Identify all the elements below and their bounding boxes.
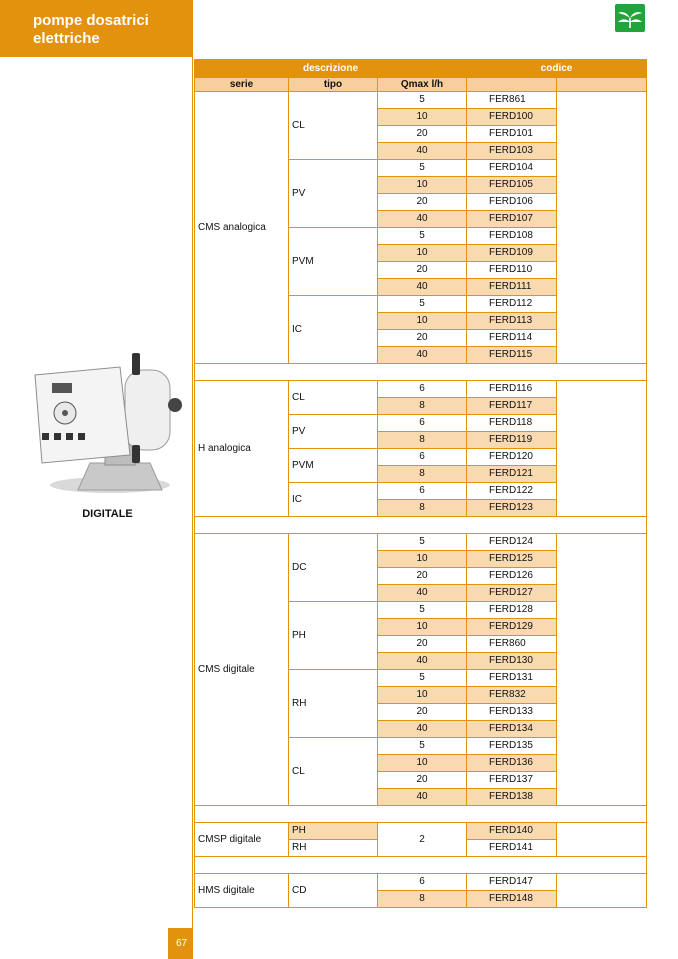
qmax-value: 6 bbox=[378, 483, 467, 500]
qmax-value: 6 bbox=[378, 874, 467, 891]
product-caption: DIGITALE bbox=[82, 508, 133, 520]
group-spacer-row bbox=[195, 364, 647, 381]
page-number: 67 bbox=[168, 928, 193, 959]
type-name: DC bbox=[289, 534, 378, 602]
qmax-value: 6 bbox=[378, 415, 467, 432]
qmax-value: 40 bbox=[378, 653, 467, 670]
product-code: FERD136 bbox=[467, 755, 557, 772]
product-code: FERD116 bbox=[467, 381, 557, 398]
qmax-value: 40 bbox=[378, 279, 467, 296]
product-code: FERD135 bbox=[467, 738, 557, 755]
pump-product-image bbox=[30, 345, 185, 500]
product-code: FERD128 bbox=[467, 602, 557, 619]
series-name: CMSP digitale bbox=[195, 823, 289, 857]
product-code: FERD114 bbox=[467, 330, 557, 347]
group-spacer-row bbox=[195, 857, 647, 874]
qmax-value: 10 bbox=[378, 109, 467, 126]
qmax-value: 10 bbox=[378, 755, 467, 772]
product-code: FERD129 bbox=[467, 619, 557, 636]
qmax-value: 20 bbox=[378, 126, 467, 143]
type-name: IC bbox=[289, 296, 378, 364]
section-title-line1: pompe dosatrici bbox=[33, 12, 149, 29]
group-spacer-row bbox=[195, 806, 647, 823]
qmax-value: 8 bbox=[378, 891, 467, 908]
product-code: FERD122 bbox=[467, 483, 557, 500]
qmax-value: 10 bbox=[378, 313, 467, 330]
qmax-value: 20 bbox=[378, 330, 467, 347]
product-code: FERD113 bbox=[467, 313, 557, 330]
product-code: FERD130 bbox=[467, 653, 557, 670]
product-code: FERD147 bbox=[467, 874, 557, 891]
product-code: FERD115 bbox=[467, 347, 557, 364]
type-name: PV bbox=[289, 160, 378, 228]
qmax-value: 40 bbox=[378, 211, 467, 228]
type-name: RH bbox=[289, 670, 378, 738]
section-title-line2: elettriche bbox=[33, 30, 100, 47]
type-name: CL bbox=[289, 92, 378, 160]
blank-column bbox=[557, 381, 647, 517]
type-name: IC bbox=[289, 483, 378, 517]
blank-column bbox=[557, 874, 647, 908]
blank-column bbox=[557, 823, 647, 857]
product-code: FERD109 bbox=[467, 245, 557, 262]
group-spacer-row bbox=[195, 517, 647, 534]
column-header-tipo: tipo bbox=[289, 78, 378, 92]
qmax-value: 40 bbox=[378, 721, 467, 738]
product-code: FERD111 bbox=[467, 279, 557, 296]
qmax-value: 5 bbox=[378, 738, 467, 755]
qmax-value: 5 bbox=[378, 670, 467, 687]
type-name: PV bbox=[289, 415, 378, 449]
margin-divider bbox=[192, 0, 193, 959]
qmax-value: 8 bbox=[378, 466, 467, 483]
qmax-value: 5 bbox=[378, 296, 467, 313]
product-code: FERD148 bbox=[467, 891, 557, 908]
type-name: CL bbox=[289, 738, 378, 806]
product-code: FERD108 bbox=[467, 228, 557, 245]
column-header-blank bbox=[557, 78, 647, 92]
qmax-value: 40 bbox=[378, 585, 467, 602]
product-code: FER860 bbox=[467, 636, 557, 653]
series-name: HMS digitale bbox=[195, 874, 289, 908]
qmax-value: 40 bbox=[378, 789, 467, 806]
type-name: PVM bbox=[289, 449, 378, 483]
type-name: CL bbox=[289, 381, 378, 415]
qmax-value: 2 bbox=[378, 823, 467, 857]
qmax-value: 20 bbox=[378, 772, 467, 789]
product-code: FERD137 bbox=[467, 772, 557, 789]
blank-column bbox=[557, 534, 647, 806]
table-row bbox=[195, 381, 647, 398]
product-code: FERD125 bbox=[467, 551, 557, 568]
qmax-value: 5 bbox=[378, 92, 467, 109]
table-row bbox=[195, 823, 647, 840]
qmax-value: 10 bbox=[378, 245, 467, 262]
product-code: FERD121 bbox=[467, 466, 557, 483]
product-code: FERD133 bbox=[467, 704, 557, 721]
qmax-value: 10 bbox=[378, 177, 467, 194]
type-name: PH bbox=[289, 823, 378, 840]
type-name: PH bbox=[289, 602, 378, 670]
product-code: FERD140 bbox=[467, 823, 557, 840]
qmax-value: 40 bbox=[378, 143, 467, 160]
series-name: H analogica bbox=[195, 381, 289, 517]
product-code: FERD123 bbox=[467, 500, 557, 517]
qmax-value: 6 bbox=[378, 381, 467, 398]
qmax-value: 40 bbox=[378, 347, 467, 364]
brand-logo-icon bbox=[615, 4, 645, 32]
column-header-codice bbox=[467, 78, 557, 92]
blank-column bbox=[557, 92, 647, 364]
product-code: FERD104 bbox=[467, 160, 557, 177]
type-name: PVM bbox=[289, 228, 378, 296]
product-code: FERD117 bbox=[467, 398, 557, 415]
table-row bbox=[195, 874, 647, 891]
product-code: FERD127 bbox=[467, 585, 557, 602]
type-name: RH bbox=[289, 840, 378, 857]
qmax-value: 10 bbox=[378, 619, 467, 636]
series-name: CMS digitale bbox=[195, 534, 289, 806]
product-code: FERD124 bbox=[467, 534, 557, 551]
product-code: FERD118 bbox=[467, 415, 557, 432]
qmax-value: 10 bbox=[378, 687, 467, 704]
product-code: FER861 bbox=[467, 92, 557, 109]
section-header bbox=[0, 0, 193, 57]
product-code: FERD107 bbox=[467, 211, 557, 228]
header-codice: codice bbox=[467, 60, 647, 78]
qmax-value: 8 bbox=[378, 432, 467, 449]
product-code: FERD134 bbox=[467, 721, 557, 738]
product-code: FERD103 bbox=[467, 143, 557, 160]
header-descrizione: descrizione bbox=[195, 60, 467, 78]
product-code: FERD100 bbox=[467, 109, 557, 126]
product-code: FERD119 bbox=[467, 432, 557, 449]
product-code: FERD126 bbox=[467, 568, 557, 585]
qmax-value: 8 bbox=[378, 398, 467, 415]
qmax-value: 20 bbox=[378, 262, 467, 279]
table-row bbox=[195, 92, 647, 109]
qmax-value: 8 bbox=[378, 500, 467, 517]
type-name: CD bbox=[289, 874, 378, 908]
table-row bbox=[195, 534, 647, 551]
product-code: FERD138 bbox=[467, 789, 557, 806]
product-code: FERD120 bbox=[467, 449, 557, 466]
qmax-value: 5 bbox=[378, 228, 467, 245]
qmax-value: 10 bbox=[378, 551, 467, 568]
column-header-qmax: Qmax l/h bbox=[378, 78, 467, 92]
qmax-value: 20 bbox=[378, 194, 467, 211]
product-code: FERD110 bbox=[467, 262, 557, 279]
qmax-value: 20 bbox=[378, 636, 467, 653]
qmax-value: 5 bbox=[378, 602, 467, 619]
product-code: FERD112 bbox=[467, 296, 557, 313]
series-name: CMS analogica bbox=[195, 92, 289, 364]
product-code: FER832 bbox=[467, 687, 557, 704]
product-code: FERD131 bbox=[467, 670, 557, 687]
product-code: FERD105 bbox=[467, 177, 557, 194]
product-code: FERD106 bbox=[467, 194, 557, 211]
qmax-value: 20 bbox=[378, 704, 467, 721]
product-code-table bbox=[194, 59, 647, 908]
column-header-serie: serie bbox=[195, 78, 289, 92]
qmax-value: 5 bbox=[378, 534, 467, 551]
product-code: FERD141 bbox=[467, 840, 557, 857]
qmax-value: 5 bbox=[378, 160, 467, 177]
qmax-value: 6 bbox=[378, 449, 467, 466]
product-code: FERD101 bbox=[467, 126, 557, 143]
qmax-value: 20 bbox=[378, 568, 467, 585]
